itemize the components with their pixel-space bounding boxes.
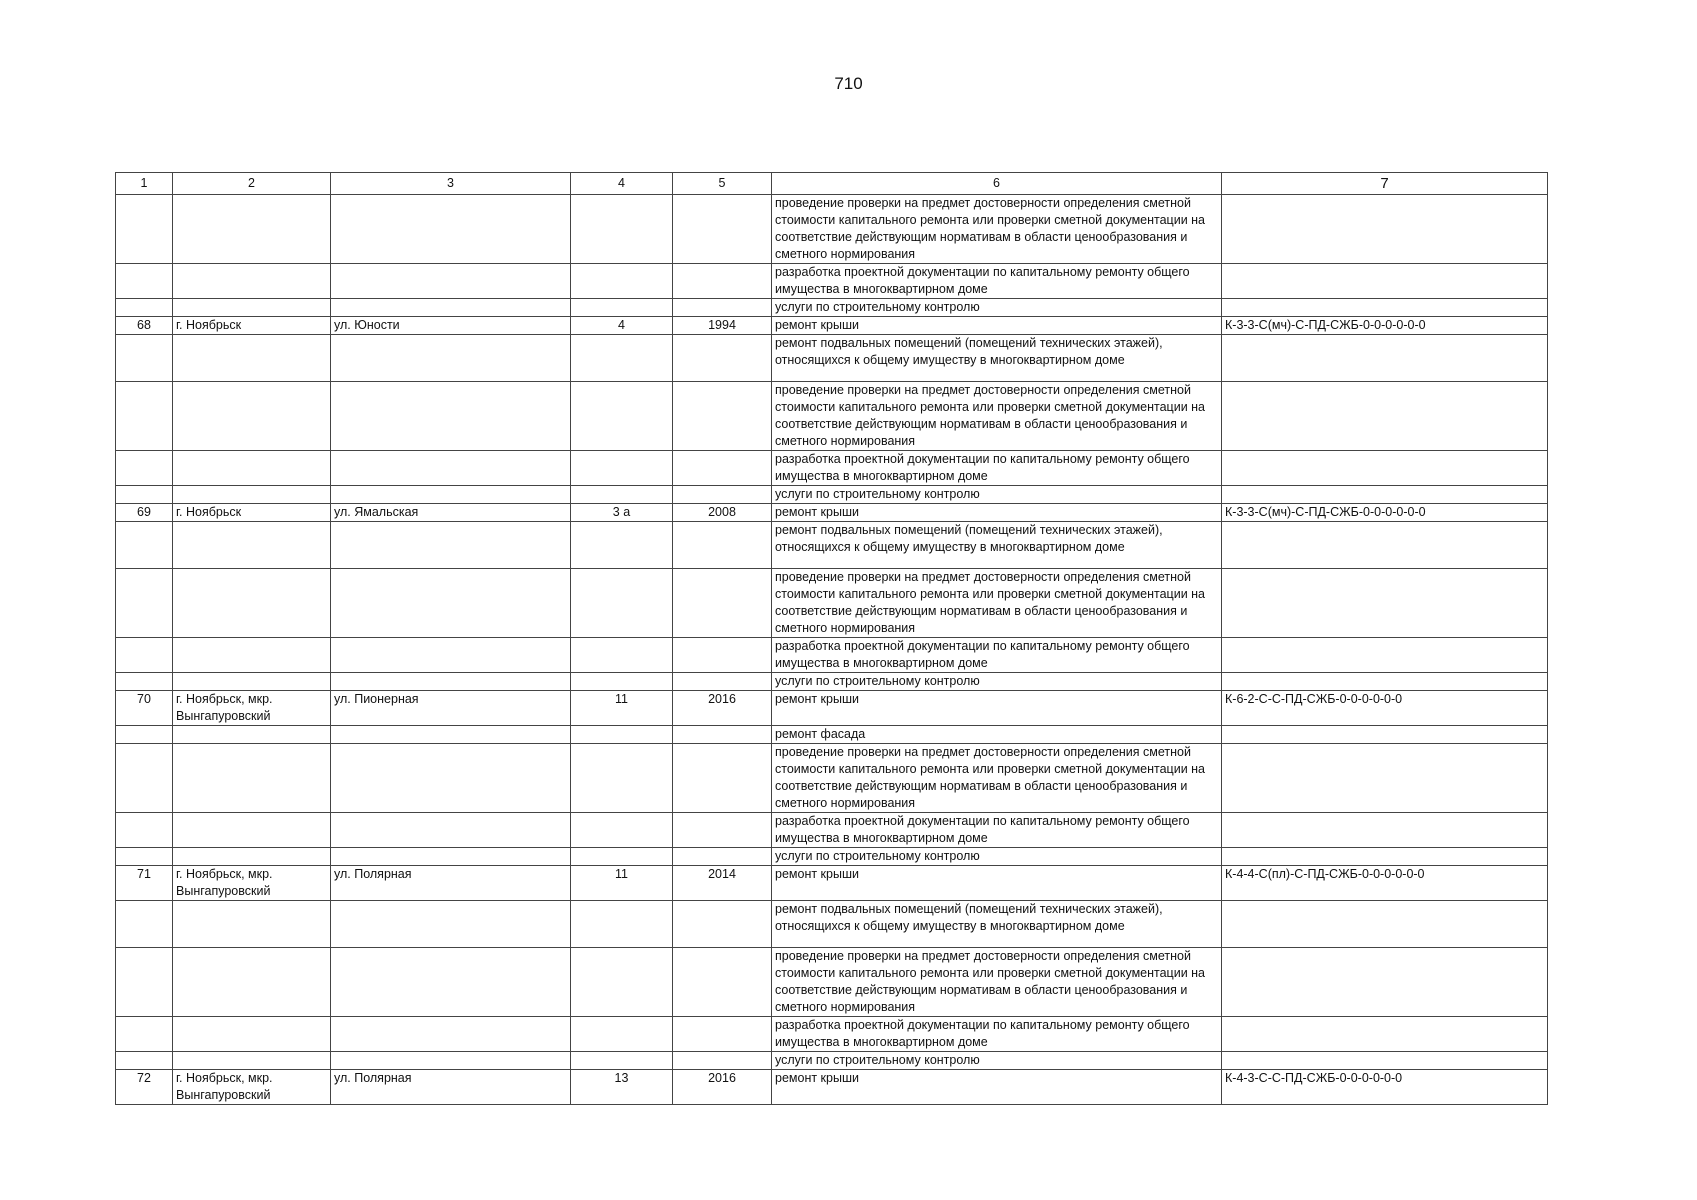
- settlement-cell: [173, 848, 331, 866]
- code-cell: [1222, 673, 1548, 691]
- house-number-cell: [571, 522, 673, 569]
- code-cell: [1222, 813, 1548, 848]
- street-cell: [331, 1017, 571, 1052]
- work-type-cell: разработка проектной документации по капитальному ремонту общего имущества в многоквартирном доме: [772, 1017, 1222, 1052]
- street-cell: [331, 638, 571, 673]
- row-number-cell: [116, 744, 173, 813]
- house-number-cell: [571, 486, 673, 504]
- house-number-cell: [571, 1052, 673, 1070]
- house-number-cell: [571, 948, 673, 1017]
- work-type-cell: ремонт фасада: [772, 726, 1222, 744]
- code-cell: [1222, 948, 1548, 1017]
- street-cell: [331, 522, 571, 569]
- street-cell: [331, 813, 571, 848]
- row-number-cell: [116, 638, 173, 673]
- work-type-cell: услуги по строительному контролю: [772, 486, 1222, 504]
- work-type-cell: ремонт подвальных помещений (помещений технических этажей), относящихся к общему имуществу в многоквартирном доме: [772, 522, 1222, 569]
- year-cell: 2016: [673, 1070, 772, 1105]
- house-number-cell: [571, 744, 673, 813]
- code-cell: [1222, 726, 1548, 744]
- year-cell: [673, 948, 772, 1017]
- table-row-building: [116, 691, 1548, 726]
- table-row-building: [116, 866, 1548, 901]
- house-number-cell: [571, 1017, 673, 1052]
- work-type-cell: ремонт крыши: [772, 504, 1222, 522]
- row-number-cell: [116, 486, 173, 504]
- row-number-cell: [116, 948, 173, 1017]
- row-number-cell: 71: [116, 866, 173, 901]
- page-number: 710: [834, 74, 863, 93]
- year-cell: [673, 744, 772, 813]
- works-table: [115, 172, 1548, 1105]
- table-row: [116, 638, 1548, 673]
- row-number-cell: [116, 335, 173, 382]
- work-type-cell: ремонт подвальных помещений (помещений технических этажей), относящихся к общему имуществу в многоквартирном доме: [772, 901, 1222, 948]
- house-number-cell: [571, 264, 673, 299]
- work-type-cell: разработка проектной документации по капитальному ремонту общего имущества в многоквартирном доме: [772, 451, 1222, 486]
- table-row-building: [116, 504, 1548, 522]
- year-cell: [673, 673, 772, 691]
- table-row: [116, 451, 1548, 486]
- settlement-cell: [173, 1052, 331, 1070]
- settlement-cell: [173, 744, 331, 813]
- work-type-cell: услуги по строительному контролю: [772, 673, 1222, 691]
- code-cell: [1222, 1017, 1548, 1052]
- year-cell: [673, 726, 772, 744]
- house-number-cell: 11: [571, 866, 673, 901]
- street-cell: ул. Полярная: [331, 866, 571, 901]
- street-cell: [331, 299, 571, 317]
- settlement-cell: [173, 195, 331, 264]
- code-cell: [1222, 522, 1548, 569]
- house-number-cell: [571, 195, 673, 264]
- table-row-building: [116, 317, 1548, 335]
- street-cell: [331, 451, 571, 486]
- row-number-cell: [116, 848, 173, 866]
- row-number-cell: 69: [116, 504, 173, 522]
- work-type-cell: услуги по строительному контролю: [772, 848, 1222, 866]
- house-number-cell: [571, 813, 673, 848]
- year-cell: [673, 901, 772, 948]
- table-row: [116, 486, 1548, 504]
- row-number-cell: [116, 264, 173, 299]
- street-cell: [331, 195, 571, 264]
- column-header-5: 5: [673, 173, 772, 195]
- table-row: [116, 569, 1548, 638]
- code-cell: [1222, 1052, 1548, 1070]
- work-type-cell: разработка проектной документации по капитальному ремонту общего имущества в многоквартирном доме: [772, 264, 1222, 299]
- code-cell: [1222, 744, 1548, 813]
- code-cell: [1222, 569, 1548, 638]
- work-type-cell: ремонт подвальных помещений (помещений технических этажей), относящихся к общему имуществу в многоквартирном доме: [772, 335, 1222, 382]
- street-cell: [331, 264, 571, 299]
- table-row: [116, 1052, 1548, 1070]
- code-cell: [1222, 195, 1548, 264]
- settlement-cell: [173, 264, 331, 299]
- code-cell: [1222, 638, 1548, 673]
- settlement-cell: [173, 1017, 331, 1052]
- house-number-cell: 11: [571, 691, 673, 726]
- street-cell: ул. Ямальская: [331, 504, 571, 522]
- work-type-cell: ремонт крыши: [772, 866, 1222, 901]
- row-number-cell: 70: [116, 691, 173, 726]
- street-cell: ул. Пионерная: [331, 691, 571, 726]
- table-row: [116, 948, 1548, 1017]
- street-cell: [331, 744, 571, 813]
- settlement-cell: [173, 673, 331, 691]
- row-number-cell: [116, 451, 173, 486]
- table-row: [116, 299, 1548, 317]
- house-number-cell: [571, 335, 673, 382]
- year-cell: [673, 813, 772, 848]
- year-cell: [673, 299, 772, 317]
- row-number-cell: [116, 195, 173, 264]
- code-cell: [1222, 901, 1548, 948]
- row-number-cell: [116, 1052, 173, 1070]
- settlement-cell: [173, 569, 331, 638]
- column-header-6: 6: [772, 173, 1222, 195]
- year-cell: 2014: [673, 866, 772, 901]
- year-cell: [673, 1052, 772, 1070]
- settlement-cell: [173, 299, 331, 317]
- year-cell: [673, 638, 772, 673]
- work-type-cell: проведение проверки на предмет достоверности определения сметной стоимости капитального ремонта или проверки сметной документации на соответствие действующим нормативам в области ценообразования и сметного нормирования: [772, 948, 1222, 1017]
- street-cell: [331, 382, 571, 451]
- code-cell: [1222, 264, 1548, 299]
- work-type-cell: проведение проверки на предмет достоверности определения сметной стоимости капитального ремонта или проверки сметной документации на соответствие действующим нормативам в области ценообразования и сметного нормирования: [772, 569, 1222, 638]
- code-cell: К-4-3-С-С-ПД-СЖБ-0-0-0-0-0-0: [1222, 1070, 1548, 1105]
- code-cell: К-6-2-С-С-ПД-СЖБ-0-0-0-0-0-0: [1222, 691, 1548, 726]
- settlement-cell: г. Ноябрьск: [173, 504, 331, 522]
- code-cell: [1222, 299, 1548, 317]
- house-number-cell: [571, 638, 673, 673]
- house-number-cell: [571, 726, 673, 744]
- table-row: [116, 848, 1548, 866]
- header-row: [116, 173, 1548, 195]
- house-number-cell: 4: [571, 317, 673, 335]
- street-cell: [331, 848, 571, 866]
- column-header-1: 1: [116, 173, 173, 195]
- year-cell: [673, 264, 772, 299]
- code-cell: [1222, 382, 1548, 451]
- column-header-4: 4: [571, 173, 673, 195]
- column-header-2: 2: [173, 173, 331, 195]
- work-type-cell: проведение проверки на предмет достоверности определения сметной стоимости капитального ремонта или проверки сметной документации на соответствие действующим нормативам в области ценообразования и сметного нормирования: [772, 195, 1222, 264]
- settlement-cell: [173, 486, 331, 504]
- street-cell: ул. Юности: [331, 317, 571, 335]
- row-number-cell: [116, 522, 173, 569]
- code-cell: [1222, 848, 1548, 866]
- street-cell: [331, 948, 571, 1017]
- settlement-cell: [173, 382, 331, 451]
- settlement-cell: [173, 638, 331, 673]
- table-row: [116, 264, 1548, 299]
- settlement-cell: г. Ноябрьск, мкр. Вынгапуровский: [173, 866, 331, 901]
- year-cell: [673, 522, 772, 569]
- settlement-cell: [173, 726, 331, 744]
- row-number-cell: [116, 382, 173, 451]
- row-number-cell: [116, 813, 173, 848]
- table-row: [116, 744, 1548, 813]
- work-type-cell: разработка проектной документации по капитальному ремонту общего имущества в многоквартирном доме: [772, 638, 1222, 673]
- row-number-cell: [116, 299, 173, 317]
- house-number-cell: [571, 848, 673, 866]
- year-cell: [673, 335, 772, 382]
- street-cell: [331, 673, 571, 691]
- settlement-cell: [173, 451, 331, 486]
- street-cell: [331, 569, 571, 638]
- work-type-cell: услуги по строительному контролю: [772, 1052, 1222, 1070]
- street-cell: [331, 726, 571, 744]
- row-number-cell: [116, 569, 173, 638]
- table-row-building: [116, 1070, 1548, 1105]
- year-cell: [673, 195, 772, 264]
- table-row: [116, 195, 1548, 264]
- work-type-cell: услуги по строительному контролю: [772, 299, 1222, 317]
- year-cell: [673, 451, 772, 486]
- house-number-cell: [571, 901, 673, 948]
- work-type-cell: ремонт крыши: [772, 1070, 1222, 1105]
- work-type-cell: ремонт крыши: [772, 691, 1222, 726]
- house-number-cell: 3 а: [571, 504, 673, 522]
- settlement-cell: [173, 522, 331, 569]
- table-row: [116, 673, 1548, 691]
- table-row: [116, 813, 1548, 848]
- table-row: [116, 726, 1548, 744]
- column-header-7: 7: [1222, 173, 1548, 195]
- house-number-cell: [571, 382, 673, 451]
- row-number-cell: [116, 673, 173, 691]
- year-cell: 2016: [673, 691, 772, 726]
- column-header-3: 3: [331, 173, 571, 195]
- year-cell: [673, 1017, 772, 1052]
- code-cell: К-4-4-С(пл)-С-ПД-СЖБ-0-0-0-0-0-0: [1222, 866, 1548, 901]
- settlement-cell: [173, 813, 331, 848]
- row-number-cell: [116, 901, 173, 948]
- settlement-cell: [173, 335, 331, 382]
- code-cell: [1222, 335, 1548, 382]
- settlement-cell: [173, 901, 331, 948]
- street-cell: [331, 486, 571, 504]
- house-number-cell: [571, 673, 673, 691]
- code-cell: К-3-3-С(мч)-С-ПД-СЖБ-0-0-0-0-0-0: [1222, 317, 1548, 335]
- year-cell: [673, 486, 772, 504]
- row-number-cell: [116, 726, 173, 744]
- code-cell: [1222, 451, 1548, 486]
- row-number-cell: 68: [116, 317, 173, 335]
- work-type-cell: проведение проверки на предмет достоверности определения сметной стоимости капитального ремонта или проверки сметной документации на соответствие действующим нормативам в области ценообразования и сметного нормирования: [772, 382, 1222, 451]
- house-number-cell: [571, 451, 673, 486]
- year-cell: [673, 848, 772, 866]
- year-cell: [673, 382, 772, 451]
- row-number-cell: 72: [116, 1070, 173, 1105]
- year-cell: 1994: [673, 317, 772, 335]
- street-cell: [331, 335, 571, 382]
- work-type-cell: ремонт крыши: [772, 317, 1222, 335]
- house-number-cell: 13: [571, 1070, 673, 1105]
- code-cell: К-3-3-С(мч)-С-ПД-СЖБ-0-0-0-0-0-0: [1222, 504, 1548, 522]
- house-number-cell: [571, 299, 673, 317]
- settlement-cell: [173, 948, 331, 1017]
- year-cell: [673, 569, 772, 638]
- table-row: [116, 1017, 1548, 1052]
- street-cell: [331, 901, 571, 948]
- row-number-cell: [116, 1017, 173, 1052]
- settlement-cell: г. Ноябрьск, мкр. Вынгапуровский: [173, 691, 331, 726]
- work-type-cell: проведение проверки на предмет достоверности определения сметной стоимости капитального ремонта или проверки сметной документации на соответствие действующим нормативам в области ценообразования и сметного нормирования: [772, 744, 1222, 813]
- house-number-cell: [571, 569, 673, 638]
- year-cell: 2008: [673, 504, 772, 522]
- table-row: [116, 901, 1548, 948]
- table-row: [116, 522, 1548, 569]
- table-row: [116, 335, 1548, 382]
- work-type-cell: разработка проектной документации по капитальному ремонту общего имущества в многоквартирном доме: [772, 813, 1222, 848]
- street-cell: ул. Полярная: [331, 1070, 571, 1105]
- street-cell: [331, 1052, 571, 1070]
- settlement-cell: г. Ноябрьск, мкр. Вынгапуровский: [173, 1070, 331, 1105]
- table-row: [116, 382, 1548, 451]
- code-cell: [1222, 486, 1548, 504]
- settlement-cell: г. Ноябрьск: [173, 317, 331, 335]
